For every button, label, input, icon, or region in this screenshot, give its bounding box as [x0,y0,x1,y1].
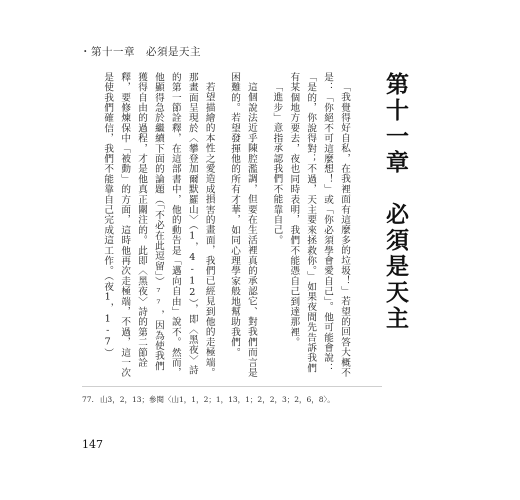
footnote-text: 山3，2，13；參閱〈山1，1，2；1，13，1；2，2，3；2，6，8〉。 [99,395,335,404]
footnote [82,394,335,405]
body-text [82,72,352,380]
paragraph: 這個說法近乎陳腔濫調，但要在生活裡真的承認它、對我們而言是困難的。若望發揮他的所有才華，如同心理學家般地幫助我們。 [229,72,257,378]
footnote-divider [82,386,382,387]
chapter-title: 第十一章 必須是天主 [382,72,409,332]
paragraph: 若望描繪的本性之愛造成損害的畫面，我們已經見到他的走極端。那畫面呈現於〈攀登加爾默羅山〉（1，4-12），即〈黑夜〉詩的第一節詮釋，在這部書中，他的動告是「邁向自由」說不。然而，他顯得急於繼續下面的論題（「不必在此逗留」）⁷⁷，因為使我們獲得自由的過程，才是他真正關注的。此即〈黑夜〉詩的第二節詮釋，要修煉保中「被動」的方面，這時他再次走極端，不過，這一次是使我們確信，我們不能靠自己完成這工作。（夜1，1-7） [102,72,215,378]
running-head: ・第十一章 必須是天主 [80,46,201,58]
page-number: 147 [82,438,103,451]
paragraph: 「進步」意指承認我們不能靠自己。 [271,81,283,245]
footnote-number: 77. [82,395,94,404]
paragraph: 「我覺得好自私，在我裡面有這麼多的垃圾！」若望的回答大概不是：「你絕不可這麼想！」或「你必須學會愛自己」。他可能會說：「是的，你說得對；不過，天主要來拯救你。」如果夜間先告訴我們有某個地方要去，夜也同時表明，我們不能憑自己到達那裡。 [288,72,350,378]
